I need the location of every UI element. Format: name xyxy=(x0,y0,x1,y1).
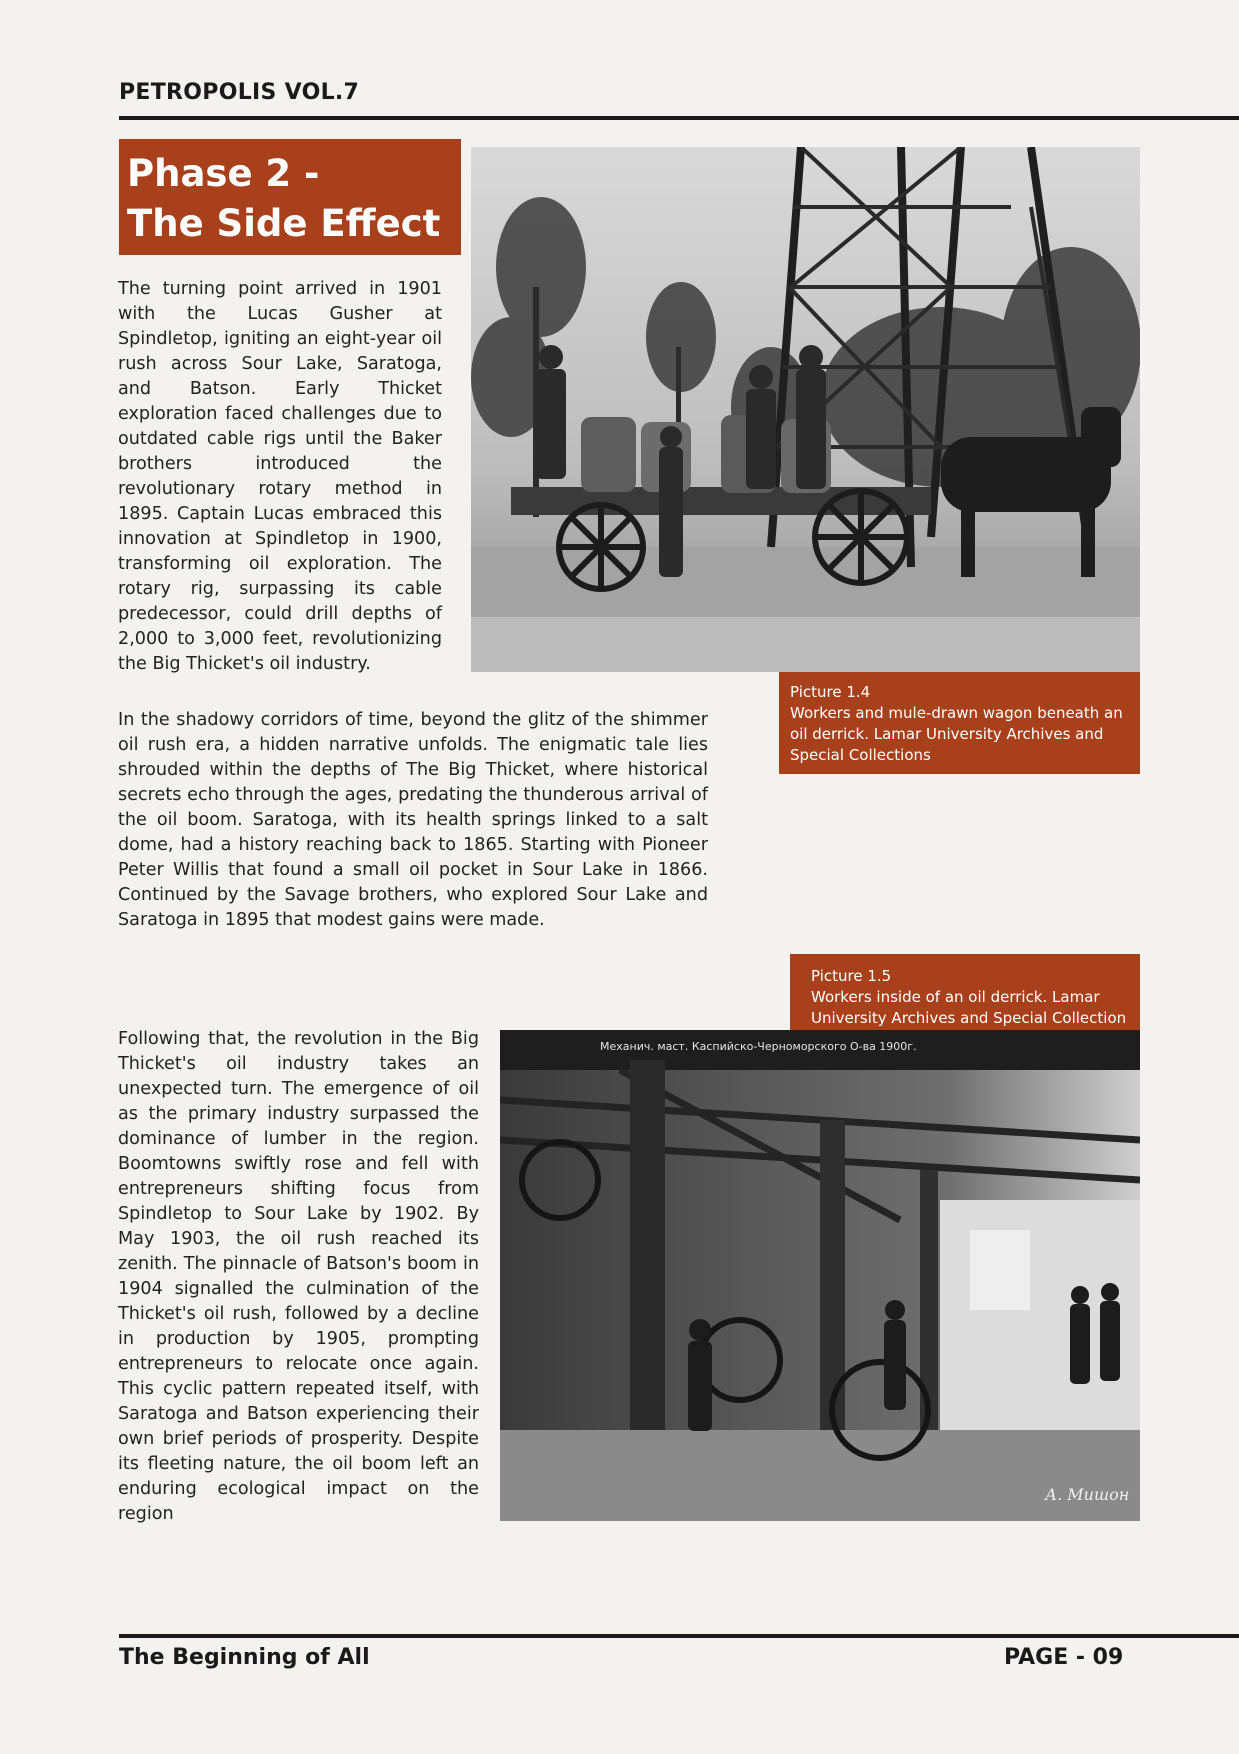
magazine-title: PETROPOLIS VOL.7 xyxy=(119,80,360,105)
figure-label-1: Picture 1.4 xyxy=(790,683,871,701)
figure-caption-text-1: Workers and mule-drawn wagon beneath an oil derrick. Lamar University Archives and Special Collections xyxy=(790,704,1123,764)
section-title-line-1: Phase 2 - xyxy=(127,152,320,195)
page-number: PAGE - 09 xyxy=(1004,1645,1124,1670)
paragraph-lucas-gusher: The turning point arrived in 1901 with the Lucas Gusher at Spindletop, igniting an eight-year oil rush across Sour Lake, Saratoga, and Batson. Early Thicket exploration faced challenges due to outdated cable rigs until the Baker brothers introduced the revolutionary rotary method in 1895. Captain Lucas embraced this innovation at Spindletop in 1900, transforming oil exploration. The rotary rig, surpassing its cable predecessor, could drill depths of 2,000 to 3,000 feet, revolutionizing the Big Thicket's oil industry. xyxy=(118,279,442,674)
photo-workshop-interior xyxy=(500,1030,1140,1521)
paragraph-shadowy-corridors: In the shadowy corridors of time, beyond the glitz of the shimmer oil rush era, a hidden narrative unfolds. The enigmatic tale lies shrouded within the depths of The Big Thicket, where historical secrets echo through the ages, predating the thunderous arrival of the oil boom. Saratoga, with its health springs linked to a salt dome, had a history reaching back to 1865. Starting with Pioneer Peter Willis that found a small oil pocket in Sour Lake in 1866. Continued by the Savage brothers, who explored Sour Lake and Saratoga in 1895 that modest gains were made. xyxy=(118,710,708,930)
wagon-derrick-illustration xyxy=(471,147,1140,672)
photo-wagon-derrick xyxy=(471,147,1140,672)
footer-section-name: The Beginning of All xyxy=(119,1645,370,1670)
section-title-line-2: The Side Effect xyxy=(127,202,441,245)
header-divider xyxy=(119,116,1239,120)
figure-caption-text-2: Workers inside of an oil derrick. Lamar University Archives and Special Collection xyxy=(811,988,1127,1027)
section-title-box xyxy=(119,139,461,255)
photo-banner-text: Механич. маст. Каспийско-Черноморского О-ва 1900г. xyxy=(600,1040,917,1053)
footer-divider xyxy=(119,1634,1239,1638)
paragraph-revolution: Following that, the revolution in the Big Thicket's oil industry takes an unexpected turn. The emergence of oil as the primary industry surpassed the dominance of lumber in the region. Boomtowns swiftly rose and fell with entrepreneurs shifting focus from Spindletop to Sour Lake by 1902. By May 1903, the oil rush reached its zenith. The pinnacle of Batson's boom in 1904 signalled the culmination of the Thicket's oil rush, followed by a decline in production by 1905, prompting entrepreneurs to relocate once again. This cyclic pattern repeated itself, with Saratoga and Batson experiencing their own brief periods of prosperity. Despite its fleeting nature, the oil boom left an enduring ecological impact on the region xyxy=(118,1029,479,1524)
figure-label-2: Picture 1.5 xyxy=(811,967,892,985)
figure-caption-1 xyxy=(779,672,1140,774)
workshop-illustration xyxy=(500,1030,1140,1521)
photo-signature: А. Мишон xyxy=(1045,1485,1130,1504)
